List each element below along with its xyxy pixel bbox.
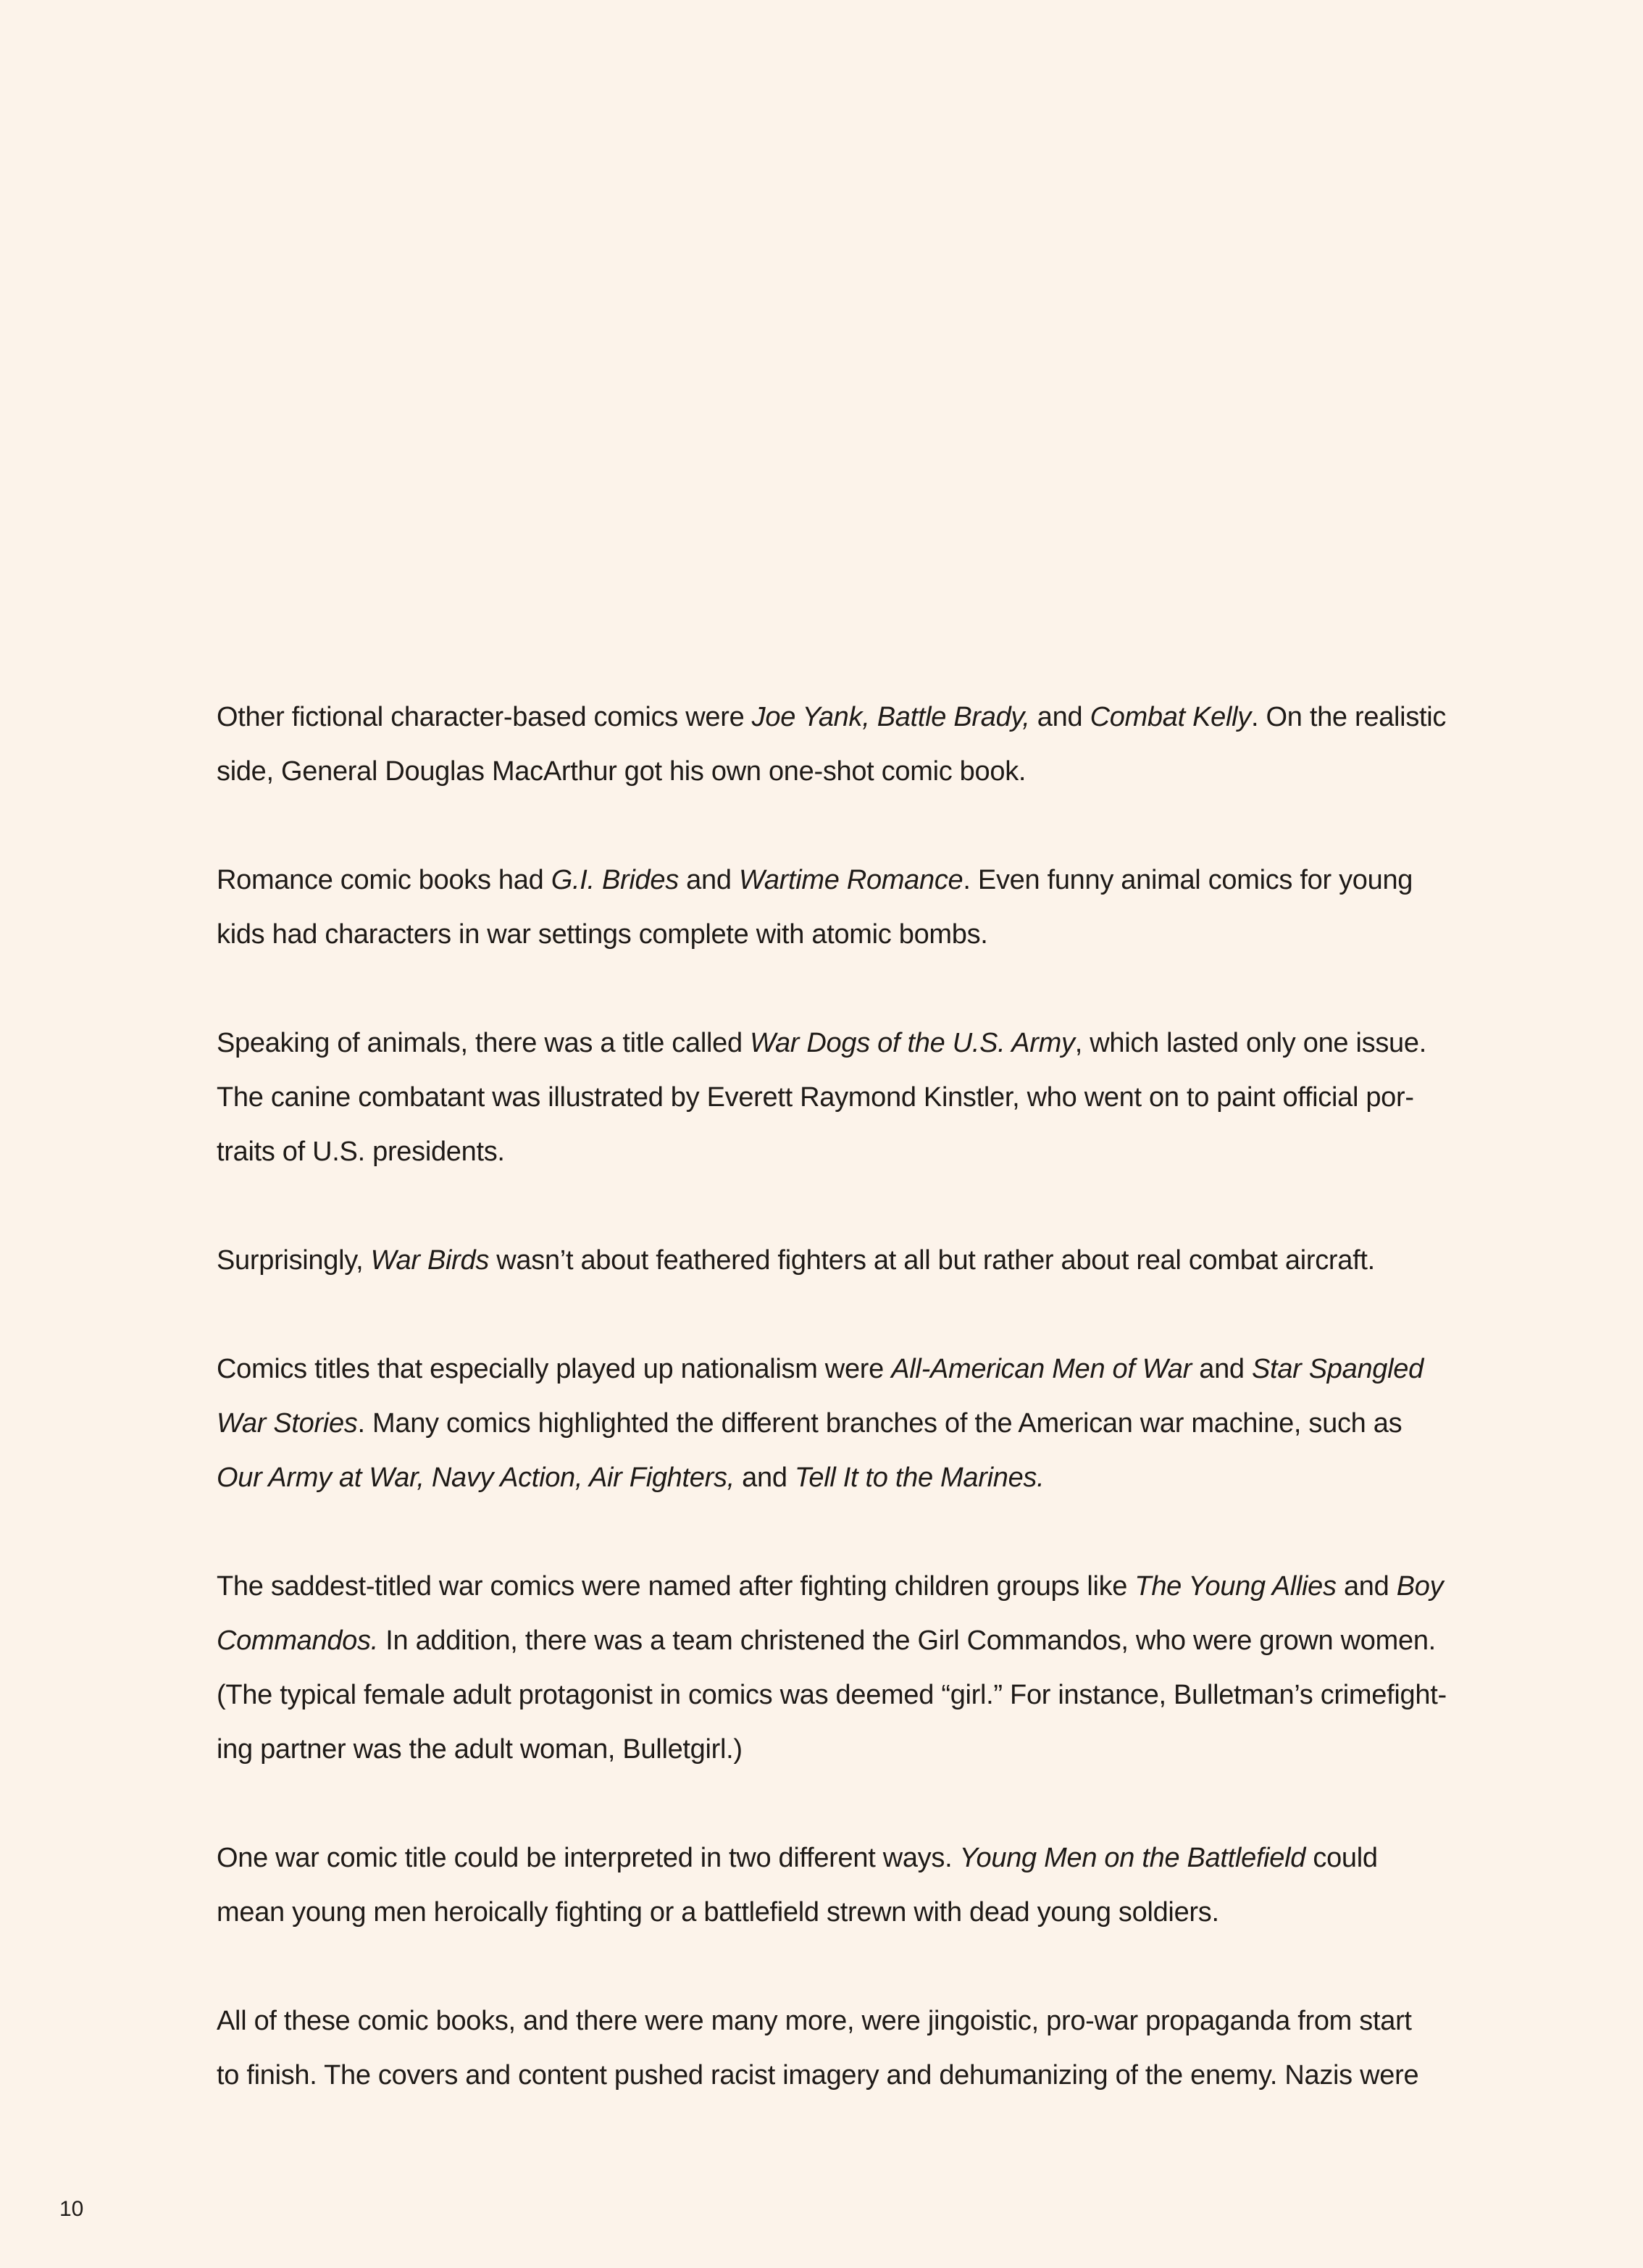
text-run: One war comic title could be interpreted in two different ways. (217, 1843, 960, 1873)
text-run: . On the realistic (1250, 702, 1447, 732)
text-run: side, General Douglas MacArthur got his own one-shot comic book. (217, 756, 1027, 787)
text-run: All of these comic books, and there were many more, were jingoistic, pro-war propaganda from start (217, 2006, 1412, 2036)
text-line (217, 1397, 1405, 1451)
italic-title: The Young Allies (1134, 1571, 1337, 1602)
text-run: could (1305, 1843, 1378, 1873)
body-text (217, 690, 1447, 2157)
italic-title: Young Men on the Battlefield (959, 1843, 1306, 1873)
text-run: Other fictional character-based comics were (217, 702, 752, 732)
text-run: kids had characters in war settings complete with atomic bombs. (217, 919, 988, 950)
text-run: wasn’t about feathered fighters at all but rather about real combat aircraft. (489, 1245, 1375, 1276)
text-line (217, 690, 1447, 745)
italic-title: G.I. Brides (551, 865, 679, 895)
paragraph (217, 1234, 1405, 1288)
italic-title: War Birds (370, 1245, 490, 1276)
italic-title: War Stories (217, 1408, 358, 1439)
text-line (217, 745, 1405, 799)
text-run: Speaking of animals, there was a title called (217, 1028, 751, 1058)
text-run: and (1336, 1571, 1397, 1602)
text-run: Romance comic books had (217, 865, 551, 895)
text-run: , which lasted only one issue. (1074, 1028, 1426, 1058)
italic-title: War Dogs of the U.S. Army (750, 1028, 1075, 1058)
paragraph (217, 1994, 1419, 2103)
text-run: to finish. The covers and content pushed racist imagery and dehumanizing of the enemy. Nazis were (217, 2060, 1419, 2091)
text-line (217, 1831, 1405, 1886)
text-run: ing partner was the adult woman, Bulletgirl.) (217, 1734, 743, 1765)
italic-title: Boy (1396, 1571, 1444, 1602)
text-run: mean young men heroically fighting or a battlefield strewn with dead young soldiers. (217, 1897, 1219, 1928)
text-run: and (678, 865, 739, 895)
text-run: In addition, there was a team christened the Girl Commandos, who were grown women. (377, 1625, 1436, 1656)
text-line (217, 1560, 1444, 1614)
text-line (217, 1125, 1405, 1179)
text-run: . Even funny animal comics for young (963, 865, 1413, 895)
italic-title: Combat Kelly (1090, 702, 1251, 732)
text-run: and (1191, 1354, 1253, 1384)
text-line (217, 1071, 1414, 1125)
text-line (217, 1886, 1405, 1940)
italic-title: Joe Yank, Battle Brady, (751, 702, 1030, 732)
text-line (217, 2049, 1419, 2103)
paragraph (217, 1560, 1447, 1777)
paragraph (217, 690, 1447, 799)
text-line (217, 1723, 1405, 1777)
text-line (217, 1668, 1447, 1723)
text-run: The saddest-titled war comics were named after fighting children groups like (217, 1571, 1135, 1602)
paragraph (217, 1342, 1423, 1505)
text-line (217, 908, 1405, 962)
paragraph (217, 853, 1413, 962)
text-line (217, 1451, 1405, 1505)
text-line (217, 1614, 1436, 1668)
text-line (217, 1994, 1412, 2049)
page-number: 10 (59, 2197, 84, 2221)
text-run: . Many comics highlighted the different branches of the American war machine, such as (357, 1408, 1402, 1439)
italic-title: Our Army at War, Navy Action, Air Fighters, (217, 1463, 735, 1493)
italic-title: Wartime Romance (738, 865, 963, 895)
italic-title: All-American Men of War (891, 1354, 1192, 1384)
text-run: and (1029, 702, 1090, 732)
paragraph (217, 1831, 1405, 1940)
text-line (217, 853, 1413, 908)
text-line (217, 1342, 1423, 1397)
text-run: traits of U.S. presidents. (217, 1137, 505, 1167)
text-run: Surprisingly, (217, 1245, 371, 1276)
text-run: Comics titles that especially played up nationalism were (217, 1354, 892, 1384)
italic-title: Star Spangled (1252, 1354, 1423, 1384)
italic-title: Tell It to the Marines. (794, 1463, 1045, 1493)
text-run: (The typical female adult protagonist in comics was deemed “girl.” For instance, Bulletman’s crimefight- (217, 1680, 1447, 1710)
paragraph (217, 1016, 1426, 1179)
text-run: The canine combatant was illustrated by Everett Raymond Kinstler, who went on to paint official por- (217, 1082, 1414, 1113)
text-line (217, 1016, 1426, 1071)
text-run: and (734, 1463, 795, 1493)
italic-title: Commandos. (217, 1625, 378, 1656)
text-line (217, 1234, 1405, 1288)
